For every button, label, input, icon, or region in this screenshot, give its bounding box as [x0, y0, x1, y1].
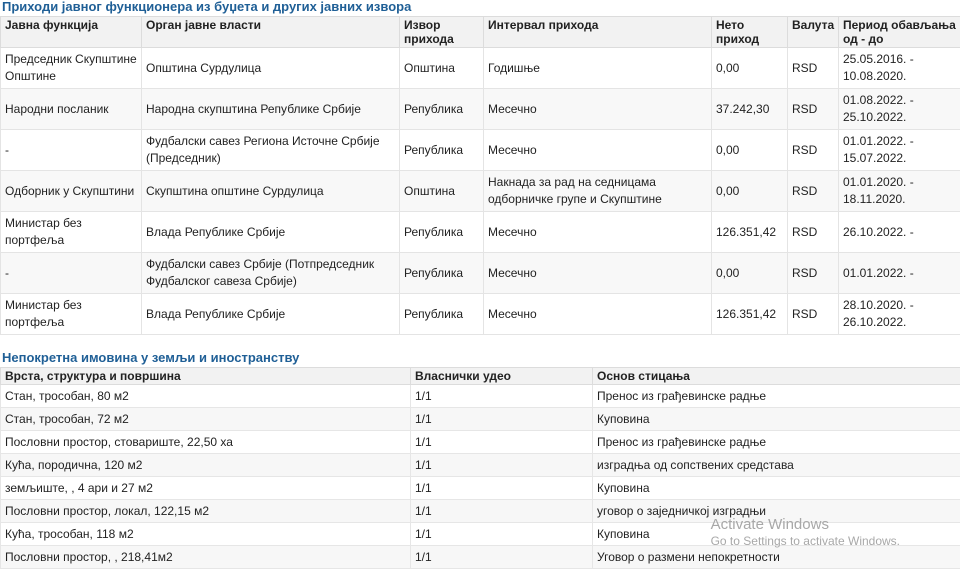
cell-currency: RSD	[788, 212, 839, 253]
cell-source: Општина	[400, 48, 484, 89]
cell-period: 01.01.2020. - 18.11.2020.	[839, 171, 960, 212]
cell-ownership-share: 1/1	[411, 408, 593, 431]
property-row	[1, 477, 960, 500]
cell-net-income: 0,00	[712, 130, 788, 171]
income-row	[1, 171, 960, 212]
watermark-subtitle: Go to Settings to activate Windows.	[711, 534, 900, 548]
cell-source: Република	[400, 89, 484, 130]
income-row	[1, 48, 960, 89]
cell-authority: Фудбалски савез Региона Источне Србије (Председник)	[142, 130, 400, 171]
cell-period: 01.01.2022. - 15.07.2022.	[839, 130, 960, 171]
col-header-authority: Орган јавне власти	[142, 17, 400, 48]
cell-acquisition-basis: уговор о заједничкој изградњи	[593, 500, 960, 523]
cell-acquisition-basis: Куповина	[593, 523, 960, 546]
cell-type: Кућа, породична, 120 м2	[1, 454, 411, 477]
cell-authority: Скупштина општине Сурдулица	[142, 171, 400, 212]
cell-type: Пословни простор, локал, 122,15 м2	[1, 500, 411, 523]
cell-period: 28.10.2020. - 26.10.2022.	[839, 294, 960, 335]
cell-period: 01.01.2022. -	[839, 253, 960, 294]
property-row	[1, 385, 960, 408]
cell-interval: Месечно	[484, 130, 712, 171]
cell-ownership-share: 1/1	[411, 431, 593, 454]
property-section-title: Непокретна имовина у земљи и иностранству	[0, 351, 960, 367]
cell-ownership-share: 1/1	[411, 523, 593, 546]
cell-authority: Влада Републике Србије	[142, 294, 400, 335]
cell-ownership-share: 1/1	[411, 385, 593, 408]
cell-source: Општина	[400, 171, 484, 212]
property-row	[1, 431, 960, 454]
col-header-currency: Валута	[788, 17, 839, 48]
cell-acquisition-basis: Уговор о размени непокретности	[593, 546, 960, 569]
cell-ownership-share: 1/1	[411, 500, 593, 523]
cell-acquisition-basis: Пренос из грађевинске радње	[593, 385, 960, 408]
income-row	[1, 294, 960, 335]
cell-source: Република	[400, 130, 484, 171]
property-row	[1, 546, 960, 569]
income-row	[1, 253, 960, 294]
activate-windows-watermark	[711, 516, 900, 548]
cell-source: Република	[400, 212, 484, 253]
cell-source: Република	[400, 253, 484, 294]
cell-source: Република	[400, 294, 484, 335]
cell-acquisition-basis: Куповина	[593, 408, 960, 431]
income-table	[0, 16, 960, 335]
cell-interval: Месечно	[484, 294, 712, 335]
property-row	[1, 408, 960, 431]
income-section-title: Приходи јавног функционера из буџета и других јавних извора	[0, 0, 960, 16]
cell-currency: RSD	[788, 171, 839, 212]
cell-authority: Влада Републике Србије	[142, 212, 400, 253]
col-header-acquisition-basis: Основ стицања	[593, 368, 960, 385]
cell-net-income: 37.242,30	[712, 89, 788, 130]
property-header-row	[1, 368, 960, 385]
col-header-period: Период обављања од - до	[839, 17, 960, 48]
cell-type: Пословни простор, , 218,41м2	[1, 546, 411, 569]
income-row	[1, 130, 960, 171]
cell-authority: Општина Сурдулица	[142, 48, 400, 89]
cell-ownership-share: 1/1	[411, 546, 593, 569]
cell-interval: Накнада за рад на седницама одборничке групе и Скупштине	[484, 171, 712, 212]
cell-period: 26.10.2022. -	[839, 212, 960, 253]
cell-acquisition-basis: Куповина	[593, 477, 960, 500]
cell-acquisition-basis: изградња од сопствених средстава	[593, 454, 960, 477]
col-header-ownership-share: Власнички удео	[411, 368, 593, 385]
cell-net-income: 0,00	[712, 171, 788, 212]
cell-interval: Месечно	[484, 253, 712, 294]
income-header-row	[1, 17, 960, 48]
cell-period: 01.08.2022. - 25.10.2022.	[839, 89, 960, 130]
income-row	[1, 212, 960, 253]
cell-type: Стан, трособан, 80 м2	[1, 385, 411, 408]
cell-function: Министар без портфеља	[1, 212, 142, 253]
cell-period: 25.05.2016. - 10.08.2020.	[839, 48, 960, 89]
cell-acquisition-basis: Пренос из грађевинске радње	[593, 431, 960, 454]
cell-function: Народни посланик	[1, 89, 142, 130]
cell-type: Кућа, трособан, 118 м2	[1, 523, 411, 546]
col-header-net-income: Нето приход	[712, 17, 788, 48]
cell-interval: Месечно	[484, 212, 712, 253]
cell-authority: Фудбалски савез Србије (Потпредседник Фудбалског савеза Србије)	[142, 253, 400, 294]
cell-net-income: 0,00	[712, 48, 788, 89]
cell-interval: Месечно	[484, 89, 712, 130]
cell-net-income: 126.351,42	[712, 294, 788, 335]
cell-function: Председник Скупштине Општине	[1, 48, 142, 89]
cell-currency: RSD	[788, 253, 839, 294]
income-row	[1, 89, 960, 130]
cell-currency: RSD	[788, 130, 839, 171]
cell-type: земљиште, , 4 ари и 27 м2	[1, 477, 411, 500]
cell-interval: Годишње	[484, 48, 712, 89]
cell-ownership-share: 1/1	[411, 477, 593, 500]
col-header-source: Извор прихода	[400, 17, 484, 48]
cell-currency: RSD	[788, 48, 839, 89]
cell-net-income: 126.351,42	[712, 212, 788, 253]
cell-type: Стан, трособан, 72 м2	[1, 408, 411, 431]
col-header-function: Јавна функција	[1, 17, 142, 48]
cell-function: -	[1, 130, 142, 171]
col-header-interval: Интервал прихода	[484, 17, 712, 48]
cell-net-income: 0,00	[712, 253, 788, 294]
cell-currency: RSD	[788, 294, 839, 335]
watermark-title: Activate Windows	[711, 516, 900, 534]
cell-function: Министар без портфеља	[1, 294, 142, 335]
cell-function: Одборник у Скупштини	[1, 171, 142, 212]
col-header-type: Врста, структура и површина	[1, 368, 411, 385]
cell-ownership-share: 1/1	[411, 454, 593, 477]
cell-authority: Народна скупштина Републике Србије	[142, 89, 400, 130]
cell-function: -	[1, 253, 142, 294]
property-row	[1, 454, 960, 477]
cell-type: Пословни простор, стовариште, 22,50 ха	[1, 431, 411, 454]
cell-currency: RSD	[788, 89, 839, 130]
